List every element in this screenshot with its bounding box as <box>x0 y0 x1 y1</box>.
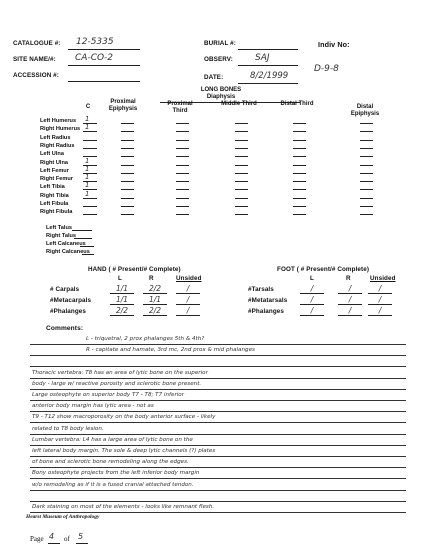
bone-field-line[interactable] <box>235 189 248 190</box>
foot-row-label: #Tarsals <box>248 286 274 293</box>
c-field-line[interactable] <box>83 131 97 132</box>
comment-rule <box>30 389 406 390</box>
bone-field-line[interactable] <box>176 189 189 190</box>
bone-field-line[interactable] <box>293 148 306 149</box>
comment-rule <box>30 400 406 401</box>
comment-rule <box>30 478 406 479</box>
comment-rule <box>30 467 406 468</box>
c-field-line[interactable] <box>83 148 97 149</box>
col-distal-third-header: Distal Third <box>280 101 314 107</box>
accession-label: ACCESSION #: <box>13 72 59 79</box>
c-mark[interactable]: 1 <box>85 173 90 182</box>
date-value[interactable]: 8/2/1999 <box>250 71 289 81</box>
bone-field-line[interactable] <box>235 198 248 199</box>
diaphysis-label: Diaphysis <box>206 94 236 100</box>
bone-field-line[interactable] <box>360 198 373 199</box>
bone-label: Left Tibia <box>40 184 65 191</box>
c-field-line[interactable] <box>83 206 97 207</box>
comment-rule <box>30 490 406 491</box>
bone-field-line[interactable] <box>121 123 134 124</box>
foot-l-value[interactable]: / <box>300 295 324 305</box>
c-mark[interactable]: 1 <box>85 164 90 173</box>
comments-label: Comments: <box>46 325 84 332</box>
hand-col-r: R <box>149 275 154 282</box>
bone-field-line[interactable] <box>235 206 248 207</box>
bone-field-line[interactable] <box>293 131 306 132</box>
comment-rule <box>30 366 406 367</box>
right-calcaneus-line[interactable] <box>82 254 94 255</box>
bone-label: Left Radius <box>40 134 71 141</box>
hand-col-unsided: Unsided <box>176 275 202 282</box>
right-talus-label: Right Talus <box>46 233 77 239</box>
bone-field-line[interactable] <box>360 214 373 215</box>
foot-row-label: #Phalanges <box>248 308 284 315</box>
comment-text-line: body - large w/ reactive porosity and sclerotic bone present. <box>32 380 202 387</box>
bone-field-line[interactable] <box>121 156 134 157</box>
comment-rule <box>30 456 406 457</box>
comment-text-line: left lateral body margin. The sole & deep lytic channels (?) plates <box>32 448 216 454</box>
comment-text-line: anterior body margin has lytic area - not as <box>32 403 154 410</box>
page-current-line <box>48 543 60 544</box>
c-field-line[interactable] <box>83 140 97 141</box>
site-name-value[interactable]: CA-CO-2 <box>75 53 114 63</box>
comment-text-line: Bony osteophyte projects from the left inferior body margin <box>32 470 200 477</box>
bone-field-line[interactable] <box>176 181 189 182</box>
comment-rule <box>30 445 406 446</box>
catalogue-underline <box>68 49 140 50</box>
comment-rule <box>30 355 406 356</box>
foot-col-l: L <box>310 275 314 282</box>
site-name-label: SITE NAME/#: <box>13 56 56 63</box>
burial-underline <box>238 49 298 50</box>
bone-field-line[interactable] <box>176 173 189 174</box>
bone-field-line[interactable] <box>121 140 134 141</box>
bone-field-line[interactable] <box>121 165 134 166</box>
bone-label: Left Ulna <box>40 151 64 158</box>
comment-text-line: Large osteophyte on superior body T7 - T8; T7 inferior <box>32 392 185 398</box>
page-label: Page <box>30 535 44 543</box>
bone-label: Right Radius <box>40 142 75 149</box>
bone-field-line[interactable] <box>360 165 373 166</box>
indiv-label: Indiv No: <box>318 40 350 49</box>
comment-text-line: w/o remodeling as if it is a fused cranial attached tendon. <box>32 481 194 488</box>
bone-field-line[interactable] <box>235 123 248 124</box>
bone-label: Right Ulna <box>40 159 68 166</box>
bone-field-line[interactable] <box>360 181 373 182</box>
col-distal-epiphysis-header: Distal Epiphysis <box>350 104 380 117</box>
site-underline <box>68 65 140 66</box>
hand-row-label: #Metacarpals <box>50 297 92 304</box>
foot-r-value[interactable]: / <box>338 306 362 316</box>
bone-field-line[interactable] <box>176 165 189 166</box>
comment-text-line: Thoracic vertebra: T8 has an area of lytic bone on the superior <box>32 369 208 376</box>
comment-rule <box>30 434 406 435</box>
left-talus-label: Left Talus <box>46 225 73 231</box>
bone-field-line[interactable] <box>360 206 373 207</box>
c-field-line[interactable] <box>83 214 97 215</box>
c-mark[interactable]: 1 <box>85 123 90 132</box>
bone-field-line[interactable] <box>235 173 248 174</box>
hand-l-value[interactable]: 2/2 <box>110 306 134 316</box>
catalogue-label: CATALOGUE #: <box>13 40 61 47</box>
hand-row-label: # Carpals <box>50 286 80 293</box>
left-calcaneus-line[interactable] <box>80 246 94 247</box>
foot-l-value[interactable]: / <box>300 284 324 294</box>
bone-field-line[interactable] <box>176 140 189 141</box>
comment-text-line: of bone and sclerotic bone remodeling along the edges. <box>32 459 189 466</box>
col-middle-third-header: Middle Third <box>221 101 257 107</box>
bone-field-line[interactable] <box>121 198 134 199</box>
bone-field-line[interactable] <box>360 189 373 190</box>
bone-field-line[interactable] <box>360 140 373 141</box>
bone-field-line[interactable] <box>235 156 248 157</box>
foot-col-unsided: Unsided <box>370 275 396 282</box>
indiv-value[interactable]: D-9-8 <box>314 64 339 74</box>
col-c-header: C <box>85 104 91 110</box>
foot-r-value[interactable]: / <box>338 295 362 305</box>
col-proximal-third-header: Proximal Third <box>167 101 193 114</box>
bone-field-line[interactable] <box>235 140 248 141</box>
comment-text-line: Dark staining on most of the elements - looks like remnant flesh. <box>32 504 215 510</box>
bone-field-line[interactable] <box>293 198 306 199</box>
comment-text-line: T9 - T12 show macroporosity on the body anterior surface - likely <box>32 414 216 421</box>
bone-field-line[interactable] <box>293 165 306 166</box>
bone-label: Right Fibula <box>40 209 73 216</box>
bone-field-line[interactable] <box>121 214 134 215</box>
comment-rule <box>30 501 406 502</box>
bone-field-line[interactable] <box>176 131 189 132</box>
date-underline <box>238 83 298 84</box>
bone-field-line[interactable] <box>293 206 306 207</box>
bone-label: Right Tibia <box>40 192 69 199</box>
bone-field-line[interactable] <box>293 156 306 157</box>
hand-u-value[interactable]: / <box>176 306 200 316</box>
hand-r-value[interactable]: 2/2 <box>143 284 167 294</box>
bone-label: Left Fibula <box>40 201 69 207</box>
comment-rule <box>30 378 406 379</box>
bone-field-line[interactable] <box>360 123 373 124</box>
bone-field-line[interactable] <box>121 189 134 190</box>
bone-field-line[interactable] <box>293 140 306 141</box>
foot-r-value[interactable]: / <box>338 284 362 294</box>
foot-title: FOOT ( # Present/# Complete) <box>277 266 370 273</box>
bone-field-line[interactable] <box>360 173 373 174</box>
page-total-line <box>76 543 88 544</box>
comment-rule <box>30 344 406 345</box>
bone-field-line[interactable] <box>176 206 189 207</box>
foot-l-value[interactable]: / <box>300 306 324 316</box>
bone-field-line[interactable] <box>293 189 306 190</box>
hand-col-l: L <box>118 275 122 282</box>
date-label: DATE: <box>204 74 224 81</box>
c-mark[interactable]: 1 <box>85 189 90 198</box>
bone-field-line[interactable] <box>360 156 373 157</box>
bone-field-line[interactable] <box>121 181 134 182</box>
page-of-label: of <box>64 535 70 543</box>
burial-label: BURIAL #: <box>204 40 236 47</box>
accession-underline <box>68 81 140 82</box>
bone-field-line[interactable] <box>176 198 189 199</box>
bone-field-line[interactable] <box>121 148 134 149</box>
bone-field-line[interactable] <box>121 131 134 132</box>
hand-row-label: #Phalanges <box>50 308 86 315</box>
bone-field-line[interactable] <box>360 148 373 149</box>
comment-text-line: Lumbar vertebra: L4 has a large area of lytic bone on the <box>32 436 193 443</box>
comment-text-line: R - capitate and hamate, 3rd mc, 2nd prox & mid phalanges <box>86 347 255 354</box>
observ-value[interactable]: SAJ <box>255 53 270 63</box>
bone-field-line[interactable] <box>176 123 189 124</box>
right-calcaneus-label: Right Calcaneus <box>46 249 90 255</box>
c-mark[interactable]: 1 <box>85 181 90 190</box>
bone-label: Left Humerus <box>40 118 77 124</box>
foot-u-value[interactable]: / <box>368 295 392 305</box>
hand-r-value[interactable]: 2/2 <box>143 306 167 316</box>
comment-rule <box>30 422 406 423</box>
hand-l-value[interactable]: 1/1 <box>110 284 134 294</box>
catalogue-value[interactable]: 12-5335 <box>76 37 114 47</box>
long-bones-title: LONG BONES <box>200 87 242 93</box>
foot-u-value[interactable]: / <box>368 306 392 316</box>
bone-field-line[interactable] <box>293 173 306 174</box>
hand-l-value[interactable]: 1/1 <box>110 295 134 305</box>
foot-row-label: #Metatarsals <box>248 297 288 304</box>
museum-name: Hearst Museum of Anthropology <box>26 514 100 520</box>
c-mark[interactable]: 1 <box>85 156 90 165</box>
bone-field-line[interactable] <box>121 173 134 174</box>
bone-field-line[interactable] <box>360 131 373 132</box>
comment-rule <box>30 512 406 513</box>
observ-label: OBSERV: <box>204 56 233 63</box>
bone-field-line[interactable] <box>176 214 189 215</box>
observ-underline <box>238 65 298 66</box>
bone-field-line[interactable] <box>235 181 248 182</box>
bone-field-line[interactable] <box>293 181 306 182</box>
comment-text-line: related to T8 body lesion. <box>32 425 104 432</box>
c-mark[interactable]: 1 <box>85 115 90 123</box>
foot-u-value[interactable]: / <box>368 284 392 294</box>
page-total[interactable]: 5 <box>78 532 84 541</box>
bone-field-line[interactable] <box>235 165 248 166</box>
comment-rule <box>30 411 406 412</box>
bone-field-line[interactable] <box>293 214 306 215</box>
left-talus-line[interactable] <box>72 230 92 231</box>
bone-field-line[interactable] <box>235 131 248 132</box>
bone-field-line[interactable] <box>235 214 248 215</box>
hand-r-value[interactable]: 1/1 <box>143 295 167 305</box>
bone-label: Left Femur <box>40 167 69 174</box>
bone-field-line[interactable] <box>176 156 189 157</box>
hand-u-value[interactable]: / <box>176 295 200 305</box>
comment-text-line: L - triquetral, 2 prox phalanges 5th & 4th? <box>86 336 205 342</box>
left-calcaneus-label: Left Calcaneus <box>46 241 86 247</box>
foot-col-r: R <box>346 275 351 282</box>
hand-title: HAND ( # Present/# Complete) <box>88 266 181 273</box>
c-field-line[interactable] <box>83 198 97 199</box>
bone-label: Right Humerus <box>40 126 81 133</box>
hand-u-value[interactable]: / <box>176 284 200 294</box>
bone-field-line[interactable] <box>176 148 189 149</box>
right-talus-line[interactable] <box>74 238 92 239</box>
bone-label: Right Femur <box>40 176 73 183</box>
col-proximal-epiphysis-header: Proximal Epiphysis <box>108 99 138 112</box>
bone-field-line[interactable] <box>293 123 306 124</box>
page-current[interactable]: 4 <box>49 532 55 541</box>
bone-field-line[interactable] <box>235 148 248 149</box>
bone-field-line[interactable] <box>121 206 134 207</box>
